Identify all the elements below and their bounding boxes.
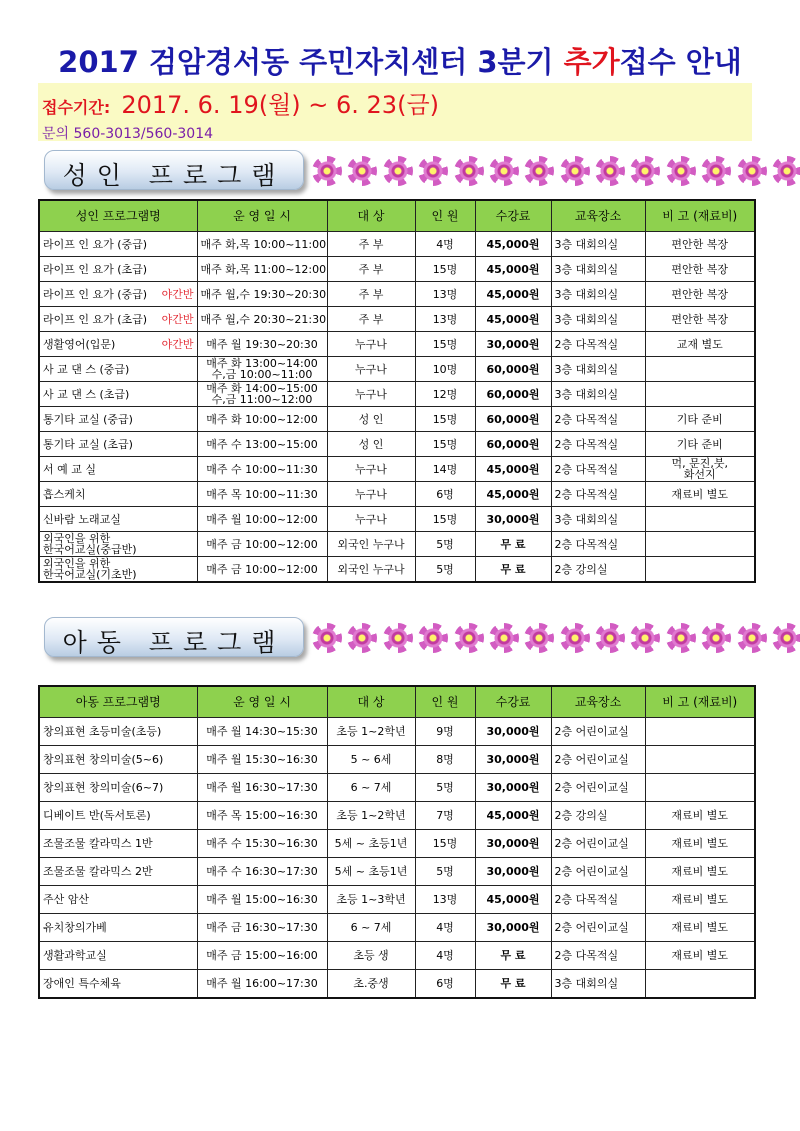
column-header: 대 상	[327, 200, 415, 232]
note: 재료비 별도	[645, 914, 755, 942]
flower-icon	[772, 156, 800, 186]
schedule: 매주 수 16:30~17:30	[197, 858, 327, 886]
flower-icon	[418, 623, 448, 653]
flower-decoration	[312, 623, 800, 653]
program-name: 라이프 인 요가 (초급) 야간반	[39, 307, 197, 332]
location: 2층 어린이교실	[551, 830, 645, 858]
column-header: 교육장소	[551, 686, 645, 718]
capacity: 15명	[415, 257, 475, 282]
location: 3층 대회의실	[551, 282, 645, 307]
night-class-tag: 야간반	[161, 337, 194, 351]
location: 2층 어린이교실	[551, 774, 645, 802]
contact-info: 문의 560-3013/560-3014	[42, 126, 214, 142]
program-name: 장애인 특수체육	[39, 970, 197, 999]
capacity: 15명	[415, 407, 475, 432]
note: 편안한 복장	[645, 282, 755, 307]
table-row	[39, 357, 755, 382]
schedule: 매주 목 15:00~16:30	[197, 802, 327, 830]
schedule: 매주 화 13:00~14:00 수,금 10:00~11:00	[197, 357, 327, 382]
table-row	[39, 257, 755, 282]
note: 기타 준비	[645, 407, 755, 432]
fee: 30,000원	[475, 746, 551, 774]
fee: 60,000원	[475, 357, 551, 382]
table-row	[39, 307, 755, 332]
title-highlight: 추	[563, 45, 592, 79]
fee: 45,000원	[475, 232, 551, 257]
flower-icon	[737, 156, 767, 186]
flower-icon	[737, 623, 767, 653]
flower-icon	[595, 623, 625, 653]
title-highlight-2: 가	[591, 45, 620, 79]
program-name: 사 교 댄 스 (초급)	[39, 382, 197, 407]
capacity: 10명	[415, 357, 475, 382]
program-name: 창의표현 창의미술(6~7)	[39, 774, 197, 802]
program-name: 라이프 인 요가 (중급)	[39, 232, 197, 257]
note	[645, 746, 755, 774]
table-row	[39, 457, 755, 482]
table-row	[39, 432, 755, 457]
adult-banner: 성인 프로그램	[44, 150, 304, 190]
fee: 30,000원	[475, 507, 551, 532]
note: 기타 준비	[645, 432, 755, 457]
location: 2층 어린이교실	[551, 746, 645, 774]
program-name: 통기타 교실 (중급)	[39, 407, 197, 432]
fee: 30,000원	[475, 332, 551, 357]
schedule: 매주 화 14:00~15:00 수,금 11:00~12:00	[197, 382, 327, 407]
note	[645, 557, 755, 583]
column-header: 운 영 일 시	[197, 686, 327, 718]
flower-icon	[630, 623, 660, 653]
schedule: 매주 월 16:30~17:30	[197, 774, 327, 802]
flower-icon	[666, 623, 696, 653]
target: 누구나	[327, 332, 415, 357]
capacity: 13명	[415, 307, 475, 332]
program-name: 창의표현 창의미술(5~6)	[39, 746, 197, 774]
capacity: 5명	[415, 557, 475, 583]
table-row	[39, 382, 755, 407]
column-header: 대 상	[327, 686, 415, 718]
schedule: 매주 금 15:00~16:00	[197, 942, 327, 970]
flower-icon	[312, 156, 342, 186]
note: 재료비 별도	[645, 942, 755, 970]
capacity: 15명	[415, 432, 475, 457]
program-name: 외국인을 위한 한국어교실(기초반)	[39, 557, 197, 583]
flower-icon	[524, 623, 554, 653]
target: 주 부	[327, 232, 415, 257]
capacity: 6명	[415, 482, 475, 507]
child-program-table	[38, 685, 756, 999]
schedule: 매주 금 16:30~17:30	[197, 914, 327, 942]
fee: 45,000원	[475, 802, 551, 830]
table-row	[39, 970, 755, 999]
period-label: 접수기간:	[42, 98, 111, 117]
target: 5 ~ 6세	[327, 746, 415, 774]
schedule: 매주 월,수 20:30~21:30	[197, 307, 327, 332]
program-name: 서 예 교 실	[39, 457, 197, 482]
note: 편안한 복장	[645, 232, 755, 257]
target: 초등 1~3학년	[327, 886, 415, 914]
flower-icon	[666, 156, 696, 186]
schedule: 매주 월 10:00~12:00	[197, 507, 327, 532]
capacity: 5명	[415, 532, 475, 557]
flower-icon	[560, 156, 590, 186]
night-class-tag: 야간반	[161, 287, 194, 301]
note: 재료비 별도	[645, 858, 755, 886]
target: 초등 생	[327, 942, 415, 970]
program-name: 외국인을 위한 한국어교실(중급반)	[39, 532, 197, 557]
schedule: 매주 월,수 19:30~20:30	[197, 282, 327, 307]
note: 재료비 별도	[645, 482, 755, 507]
location: 2층 다목적실	[551, 407, 645, 432]
table-row	[39, 482, 755, 507]
capacity: 5명	[415, 858, 475, 886]
column-header: 교육장소	[551, 200, 645, 232]
period-row	[42, 85, 439, 120]
table-row	[39, 802, 755, 830]
schedule: 매주 월 19:30~20:30	[197, 332, 327, 357]
period-date: 2017. 6. 19(월) ~ 6. 23(금)	[121, 91, 439, 119]
target: 누구나	[327, 457, 415, 482]
column-header: 수강료	[475, 200, 551, 232]
location: 3층 대회의실	[551, 357, 645, 382]
child-banner: 아동 프로그램	[44, 617, 304, 657]
fee: 30,000원	[475, 858, 551, 886]
column-header: 아동 프로그램명	[39, 686, 197, 718]
fee: 무 료	[475, 970, 551, 999]
flower-icon	[560, 623, 590, 653]
column-header: 인 원	[415, 686, 475, 718]
table-row	[39, 507, 755, 532]
location: 3층 대회의실	[551, 307, 645, 332]
location: 3층 대회의실	[551, 232, 645, 257]
fee: 45,000원	[475, 886, 551, 914]
location: 3층 대회의실	[551, 970, 645, 999]
target: 초등 1~2학년	[327, 802, 415, 830]
target: 주 부	[327, 282, 415, 307]
flower-decoration	[312, 156, 800, 186]
schedule: 매주 목 10:00~11:30	[197, 482, 327, 507]
note	[645, 357, 755, 382]
flower-icon	[772, 623, 800, 653]
fee: 30,000원	[475, 774, 551, 802]
location: 3층 대회의실	[551, 257, 645, 282]
adult-program-table	[38, 199, 756, 583]
column-header: 비 고 (재료비)	[645, 686, 755, 718]
column-header: 수강료	[475, 686, 551, 718]
note: 편안한 복장	[645, 257, 755, 282]
table-row	[39, 407, 755, 432]
note	[645, 532, 755, 557]
flower-icon	[630, 156, 660, 186]
target: 주 부	[327, 307, 415, 332]
note	[645, 382, 755, 407]
note	[645, 507, 755, 532]
flower-icon	[383, 623, 413, 653]
column-header: 비 고 (재료비)	[645, 200, 755, 232]
location: 2층 다목적실	[551, 482, 645, 507]
fee: 무 료	[475, 532, 551, 557]
fee: 45,000원	[475, 307, 551, 332]
flower-icon	[524, 156, 554, 186]
program-name: 사 교 댄 스 (중급)	[39, 357, 197, 382]
table-row	[39, 532, 755, 557]
table-row	[39, 914, 755, 942]
table-header-row	[39, 686, 755, 718]
target: 성 인	[327, 407, 415, 432]
location: 2층 강의실	[551, 802, 645, 830]
table-header-row	[39, 200, 755, 232]
target: 누구나	[327, 357, 415, 382]
capacity: 8명	[415, 746, 475, 774]
location: 2층 다목적실	[551, 332, 645, 357]
fee: 무 료	[475, 942, 551, 970]
target: 누구나	[327, 507, 415, 532]
schedule: 매주 월 16:00~17:30	[197, 970, 327, 999]
fee: 45,000원	[475, 257, 551, 282]
capacity: 4명	[415, 942, 475, 970]
table-row	[39, 282, 755, 307]
table-row	[39, 557, 755, 583]
table-row	[39, 774, 755, 802]
capacity: 14명	[415, 457, 475, 482]
location: 2층 다목적실	[551, 886, 645, 914]
capacity: 15명	[415, 332, 475, 357]
target: 6 ~ 7세	[327, 914, 415, 942]
schedule: 매주 수 15:30~16:30	[197, 830, 327, 858]
table-row	[39, 232, 755, 257]
target: 누구나	[327, 382, 415, 407]
table-row	[39, 332, 755, 357]
schedule: 매주 화,목 11:00~12:00	[197, 257, 327, 282]
fee: 30,000원	[475, 914, 551, 942]
flower-icon	[701, 623, 731, 653]
note: 교재 별도	[645, 332, 755, 357]
capacity: 13명	[415, 886, 475, 914]
location: 2층 어린이교실	[551, 914, 645, 942]
schedule: 매주 월 14:30~15:30	[197, 718, 327, 746]
location: 3층 대회의실	[551, 382, 645, 407]
schedule: 매주 금 10:00~12:00	[197, 532, 327, 557]
program-name: 생활과학교실	[39, 942, 197, 970]
program-name: 창의표현 초등미술(초등)	[39, 718, 197, 746]
target: 초.중생	[327, 970, 415, 999]
note: 재료비 별도	[645, 886, 755, 914]
program-name: 주산 암산	[39, 886, 197, 914]
schedule: 매주 월 15:30~16:30	[197, 746, 327, 774]
page-title: 2017 검암경서동 주민자치센터 3분기 추가접수 안내	[58, 45, 742, 79]
target: 6 ~ 7세	[327, 774, 415, 802]
capacity: 4명	[415, 232, 475, 257]
program-name: 생활영어(입문) 야간반	[39, 332, 197, 357]
table-row	[39, 942, 755, 970]
program-name: 조물조물 칼라믹스 1반	[39, 830, 197, 858]
table-row	[39, 718, 755, 746]
capacity: 7명	[415, 802, 475, 830]
table-row	[39, 746, 755, 774]
flower-icon	[454, 156, 484, 186]
column-header: 인 원	[415, 200, 475, 232]
program-name: 라이프 인 요가 (중급) 야간반	[39, 282, 197, 307]
capacity: 5명	[415, 774, 475, 802]
flower-icon	[312, 623, 342, 653]
location: 2층 어린이교실	[551, 718, 645, 746]
fee: 45,000원	[475, 482, 551, 507]
night-class-tag: 야간반	[161, 312, 194, 326]
note: 먹, 문진,붓, 화선지	[645, 457, 755, 482]
capacity: 12명	[415, 382, 475, 407]
capacity: 15명	[415, 830, 475, 858]
fee: 45,000원	[475, 282, 551, 307]
note: 재료비 별도	[645, 802, 755, 830]
schedule: 매주 금 10:00~12:00	[197, 557, 327, 583]
program-name: 조물조물 칼라믹스 2반	[39, 858, 197, 886]
fee: 30,000원	[475, 830, 551, 858]
target: 누구나	[327, 482, 415, 507]
flower-icon	[347, 623, 377, 653]
target: 성 인	[327, 432, 415, 457]
flower-icon	[347, 156, 377, 186]
location: 2층 다목적실	[551, 942, 645, 970]
fee: 무 료	[475, 557, 551, 583]
location: 3층 대회의실	[551, 507, 645, 532]
schedule: 매주 화 10:00~12:00	[197, 407, 327, 432]
program-name: 흡스케치	[39, 482, 197, 507]
capacity: 15명	[415, 507, 475, 532]
program-name: 통기타 교실 (초급)	[39, 432, 197, 457]
location: 2층 어린이교실	[551, 858, 645, 886]
flower-icon	[418, 156, 448, 186]
location: 2층 다목적실	[551, 432, 645, 457]
flower-icon	[489, 156, 519, 186]
location: 2층 다목적실	[551, 457, 645, 482]
location: 2층 강의실	[551, 557, 645, 583]
flower-icon	[383, 156, 413, 186]
schedule: 매주 월 15:00~16:30	[197, 886, 327, 914]
capacity: 13명	[415, 282, 475, 307]
column-header: 성인 프로그램명	[39, 200, 197, 232]
note	[645, 774, 755, 802]
program-name: 신바람 노래교실	[39, 507, 197, 532]
note	[645, 718, 755, 746]
target: 외국인 누구나	[327, 532, 415, 557]
flower-icon	[595, 156, 625, 186]
capacity: 4명	[415, 914, 475, 942]
fee: 60,000원	[475, 407, 551, 432]
fee: 60,000원	[475, 382, 551, 407]
target: 5세 ~ 초등1년	[327, 830, 415, 858]
table-row	[39, 830, 755, 858]
schedule: 매주 수 13:00~15:00	[197, 432, 327, 457]
program-name: 유치창의가베	[39, 914, 197, 942]
target: 초등 1~2학년	[327, 718, 415, 746]
location: 2층 다목적실	[551, 532, 645, 557]
column-header: 운 영 일 시	[197, 200, 327, 232]
table-row	[39, 886, 755, 914]
note	[645, 970, 755, 999]
note: 재료비 별도	[645, 830, 755, 858]
capacity: 6명	[415, 970, 475, 999]
program-name: 디베이트 반(독서토론)	[39, 802, 197, 830]
schedule: 매주 수 10:00~11:30	[197, 457, 327, 482]
target: 5세 ~ 초등1년	[327, 858, 415, 886]
schedule: 매주 화,목 10:00~11:00	[197, 232, 327, 257]
flower-icon	[454, 623, 484, 653]
capacity: 9명	[415, 718, 475, 746]
flower-icon	[489, 623, 519, 653]
fee: 60,000원	[475, 432, 551, 457]
fee: 45,000원	[475, 457, 551, 482]
fee: 30,000원	[475, 718, 551, 746]
table-row	[39, 858, 755, 886]
program-name: 라이프 인 요가 (초급)	[39, 257, 197, 282]
target: 외국인 누구나	[327, 557, 415, 583]
flower-icon	[701, 156, 731, 186]
note: 편안한 복장	[645, 307, 755, 332]
target: 주 부	[327, 257, 415, 282]
